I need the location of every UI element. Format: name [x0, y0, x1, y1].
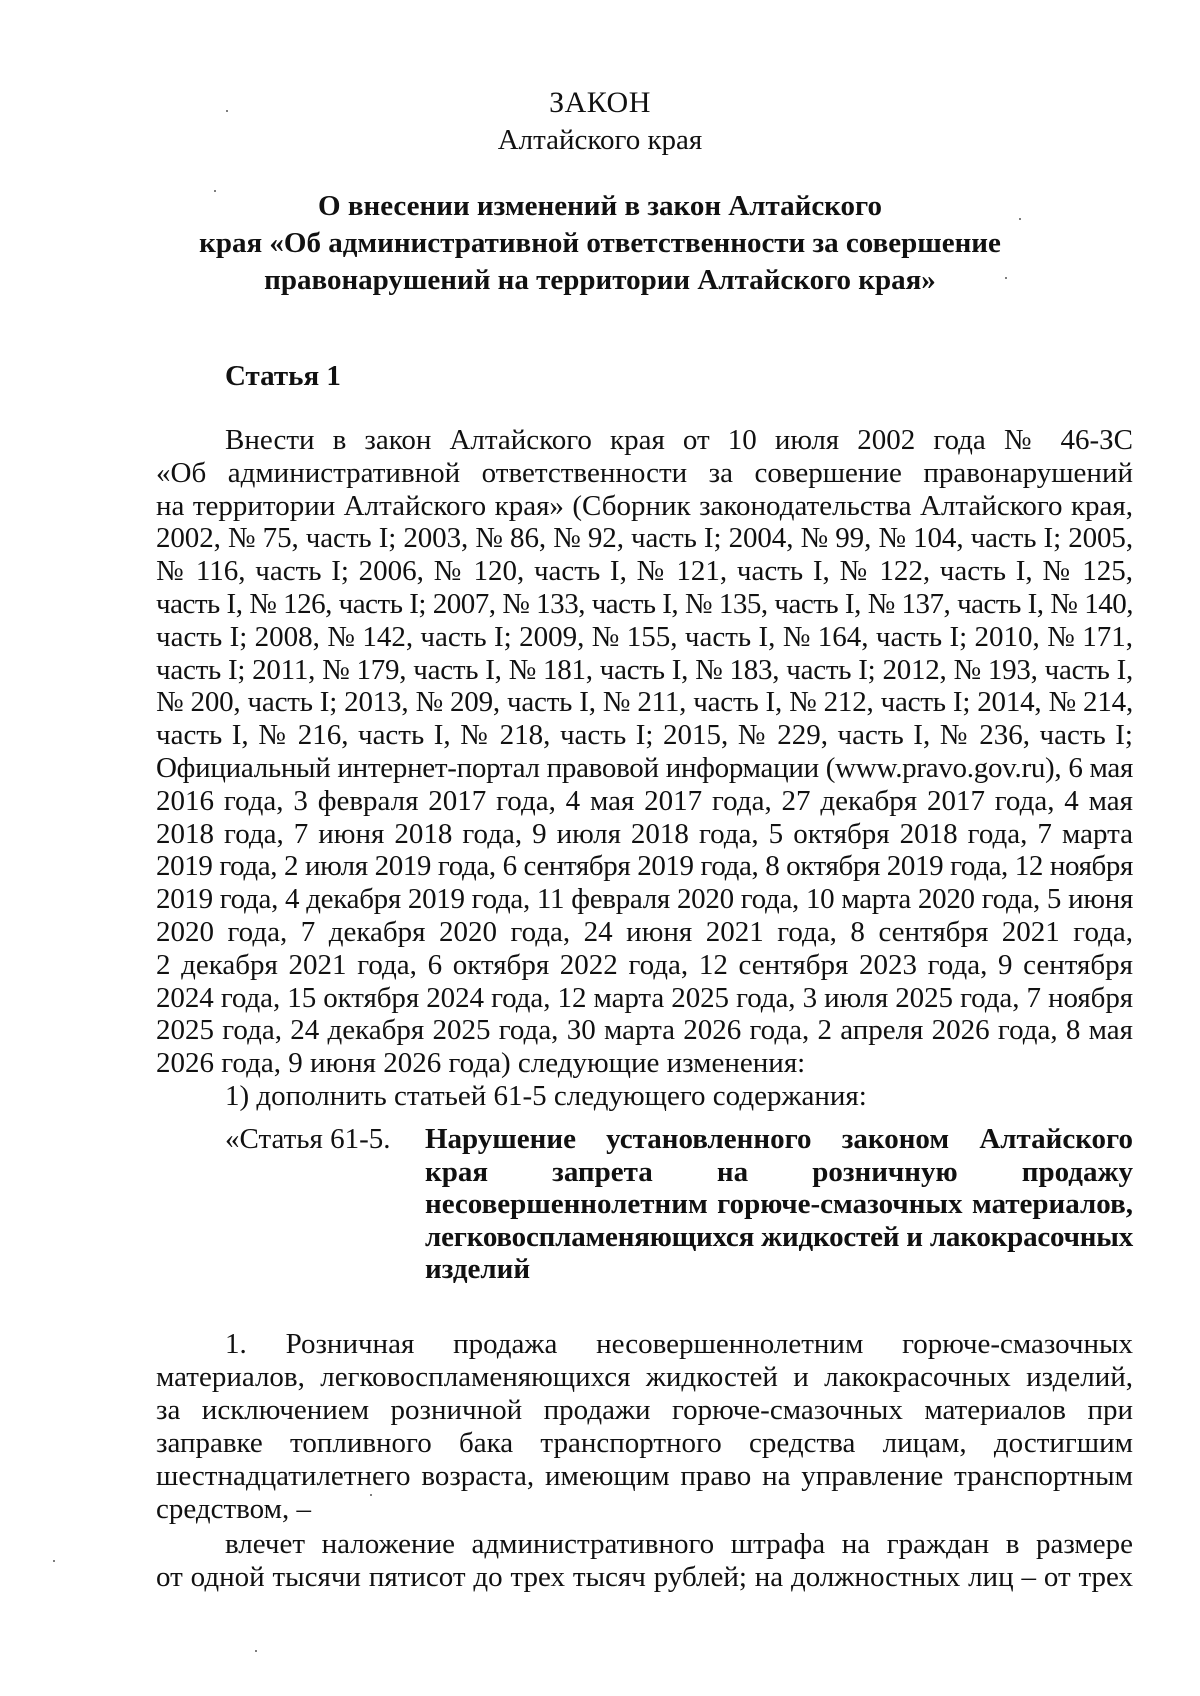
- scan-speck: [214, 190, 216, 192]
- scan-speck: [53, 1560, 55, 1562]
- body-line: Официальный интернет-портал правовой информации (www.pravo.gov.ru), 6 мая: [156, 751, 1133, 784]
- body-line: 2002, № 75, часть I; 2003, № 86, № 92, часть I; 2004, № 99, № 104, часть I; 2005,: [156, 522, 1133, 555]
- scan-speck: [1019, 218, 1021, 220]
- body-line: часть I; 2008, № 142, часть I; 2009, № 155, часть I, № 164, часть I; 2010, № 171,: [156, 620, 1133, 653]
- body-line: 2020 года, 7 декабря 2020 года, 24 июня 2021 года, 8 сентября 2021 года,: [156, 915, 1133, 948]
- body-line: средством, –: [156, 1493, 311, 1525]
- scan-speck: [370, 1494, 372, 1496]
- scan-speck: [1005, 277, 1007, 279]
- body-line: материалов, легковоспламеняющихся жидкостей и лакокрасочных изделий,: [156, 1361, 1133, 1393]
- body-line: за исключением розничной продажи горюче-смазочных материалов при: [156, 1394, 1133, 1426]
- article-name-line: края запрета на розничную продажу: [425, 1155, 1133, 1188]
- body-line: часть I, № 216, часть I, № 218, часть I; 2015, № 229, часть I, № 236, часть I;: [156, 719, 1133, 752]
- article-1-body: [156, 424, 1133, 1113]
- amendment-item-1: 1) дополнить статьей 61-5 следующего содержания:: [225, 1079, 867, 1112]
- body-line: 1. Розничная продажа несовершеннолетним горюче-смазочных: [225, 1328, 1133, 1360]
- article-61-5-penalty: [156, 1528, 1133, 1594]
- article-1-heading: Статья 1: [225, 360, 341, 392]
- body-line: 2019 года, 2 июля 2019 года, 6 сентября 2019 года, 8 октября 2019 года, 12 ноября: [156, 850, 1133, 883]
- new-article-label: «Статья 61-5.: [225, 1123, 391, 1155]
- body-line: 2018 года, 7 июня 2018 года, 9 июля 2018 года, 5 октября 2018 года, 7 марта: [156, 817, 1133, 850]
- body-line: от одной тысячи пятисот до трех тысяч рублей; на должностных лиц – от трех: [156, 1561, 1133, 1593]
- body-line: шестнадцатилетнего возраста, имеющим право на управление транспортным: [156, 1460, 1133, 1492]
- body-line: № 200, часть I; 2013, № 209, часть I, № 211, часть I, № 212, часть I; 2014, № 214,: [156, 686, 1133, 719]
- body-line: 2016 года, 3 февраля 2017 года, 4 мая 2017 года, 27 декабря 2017 года, 4 мая: [156, 784, 1133, 817]
- article-name-line: легковоспламеняющихся жидкостей и лакокрасочных: [425, 1220, 1133, 1253]
- body-line: 2024 года, 15 октября 2024 года, 12 марта 2025 года, 3 июля 2025 года, 7 ноября: [156, 981, 1133, 1014]
- law-title-line: О внесении изменений в закон Алтайского: [318, 190, 882, 222]
- law-type-title: ЗАКОН: [549, 86, 651, 119]
- new-article-name: [425, 1123, 1133, 1286]
- body-line: на территории Алтайского края» (Сборник законодательства Алтайского края,: [156, 489, 1133, 522]
- scan-speck: [226, 110, 228, 112]
- body-line: 2019 года, 4 декабря 2019 года, 11 февраля 2020 года, 10 марта 2020 года, 5 июня: [156, 883, 1133, 916]
- body-line: часть I, № 126, часть I; 2007, № 133, часть I, № 135, часть I, № 137, часть I, № 140,: [156, 587, 1133, 620]
- body-line: влечет наложение административного штрафа на граждан в размере: [225, 1528, 1133, 1560]
- law-title-line: правонарушений на территории Алтайского края»: [264, 264, 936, 296]
- body-line: заправке топливного бака транспортного средства лицам, достигшим: [156, 1427, 1133, 1459]
- law-title: [0, 188, 1200, 299]
- body-line: Внести в закон Алтайского края от 10 июля 2002 года № 46-ЗС: [225, 424, 1133, 456]
- article-name-line: Нарушение установленного законом Алтайского: [425, 1123, 1133, 1155]
- body-line: 2025 года, 24 декабря 2025 года, 30 марта 2026 года, 2 апреля 2026 года, 8 мая: [156, 1014, 1133, 1047]
- body-line: «Об административной ответственности за совершение правонарушений: [156, 456, 1133, 489]
- article-name-line: несовершеннолетним горюче-смазочных материалов,: [425, 1188, 1133, 1220]
- body-line: № 116, часть I; 2006, № 120, часть I, № 121, часть I, № 122, часть I, № 125,: [156, 555, 1133, 588]
- body-line: часть I; 2011, № 179, часть I, № 181, часть I, № 183, часть I; 2012, № 193, часть I,: [156, 653, 1133, 686]
- scan-speck: [255, 1650, 257, 1652]
- law-title-line: края «Об административной ответственности за совершение: [199, 227, 1001, 259]
- law-region-subtitle: Алтайского края: [497, 124, 703, 156]
- article-61-5-part-1: [156, 1328, 1133, 1526]
- body-line: 2 декабря 2021 года, 6 октября 2022 года, 12 сентября 2023 года, 9 сентября: [156, 948, 1133, 981]
- article-name-line: изделий: [425, 1253, 531, 1285]
- body-line: 2026 года, 9 июня 2026 года) следующие изменения:: [156, 1047, 806, 1080]
